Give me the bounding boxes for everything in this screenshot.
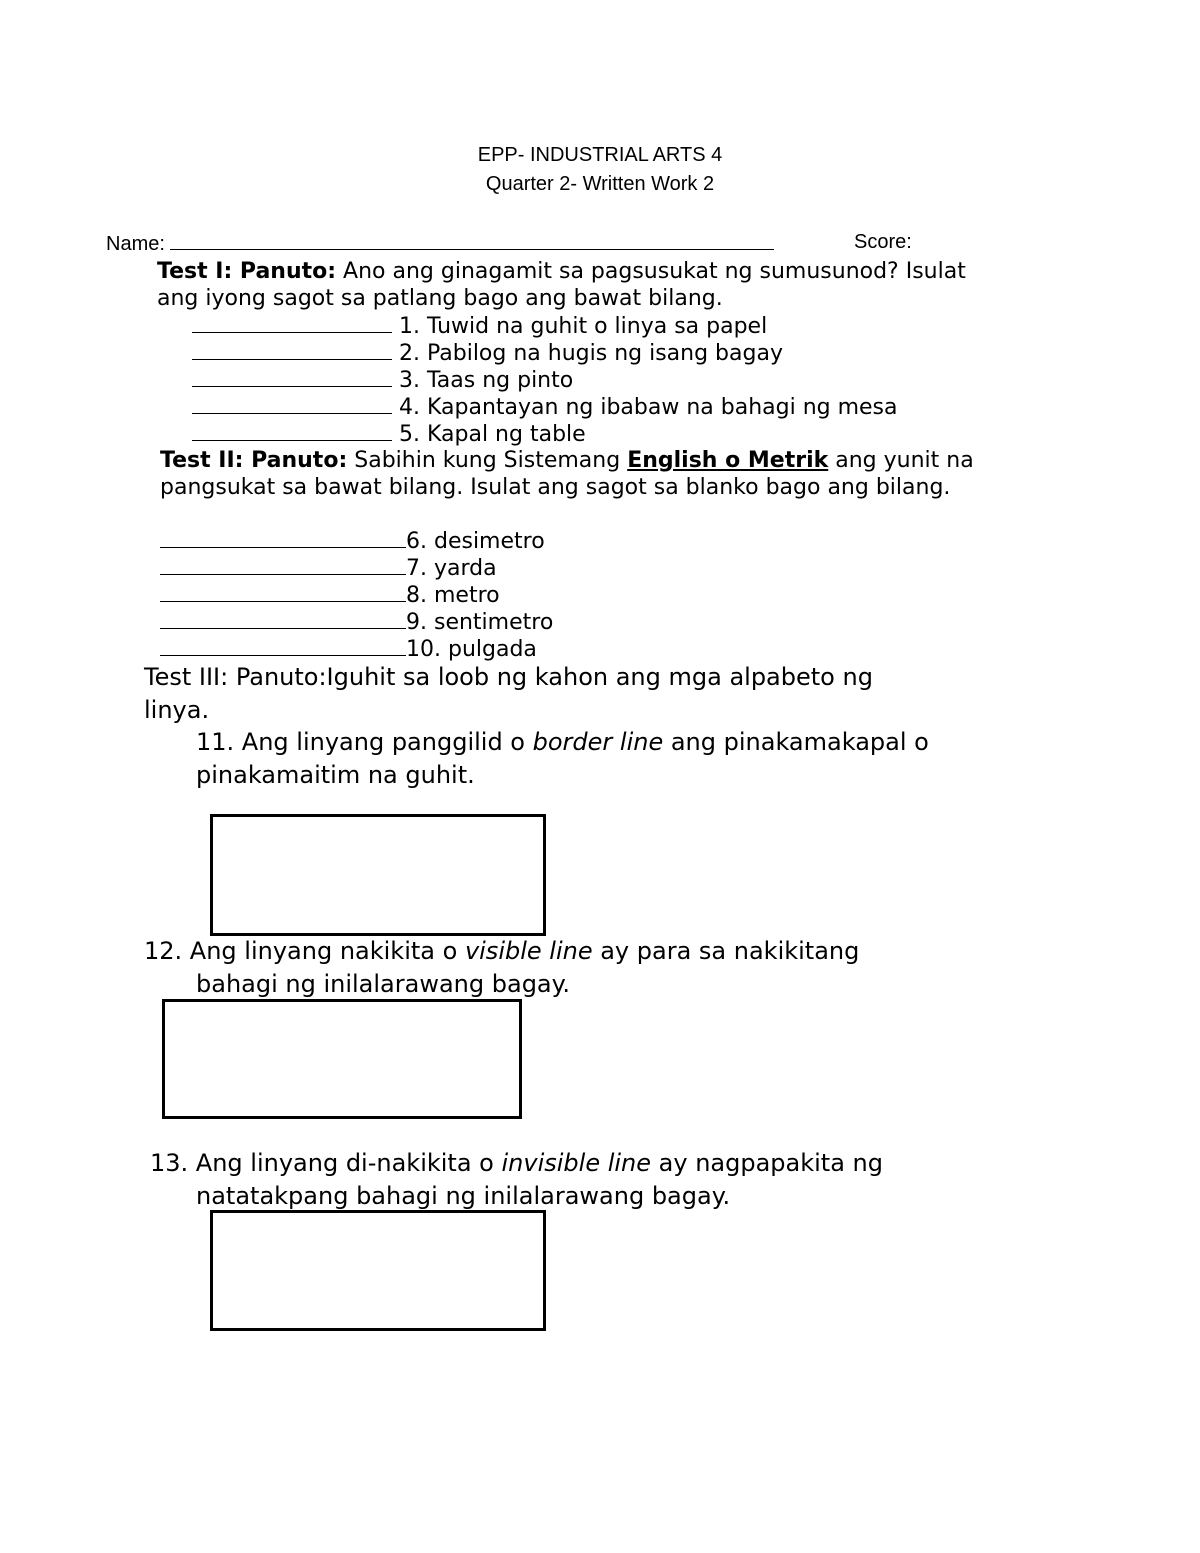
test3-instruction-line2: linya. <box>144 696 210 724</box>
answer-blank[interactable] <box>192 339 392 360</box>
list-item: 2. Pabilog na hugis ng isang bagay <box>192 339 783 367</box>
test2-heading: Test II: Panuto: <box>160 448 348 473</box>
list-item: 7. yarda <box>160 554 497 582</box>
answer-blank[interactable] <box>192 366 392 387</box>
list-item: 9. sentimetro <box>160 608 553 636</box>
test1-instruction-line2: ang iyong sagot sa patlang bago ang bawat bilang. <box>157 286 723 311</box>
answer-blank[interactable] <box>160 527 406 548</box>
page-title: EPP- INDUSTRIAL ARTS 4 <box>477 144 723 166</box>
answer-box-12[interactable] <box>162 999 522 1119</box>
test2-instruction: Test II: Panuto: Sabihin kung Sistemang English o Metrik ang yunit na <box>160 448 974 473</box>
test1-instruction: Test I: Panuto: Ano ang ginagamit sa pagsusukat ng sumusunod? Isulat <box>157 259 966 284</box>
answer-blank[interactable] <box>192 420 392 441</box>
score-label: Score: <box>854 231 912 253</box>
list-item: 3. Taas ng pinto <box>192 366 573 394</box>
list-item: 6. desimetro <box>160 527 545 555</box>
list-item: 8. metro <box>160 581 500 609</box>
test2-instruction-line2: pangsukat sa bawat bilang. Isulat ang sagot sa blanko bago ang bilang. <box>160 475 951 500</box>
page-subtitle: Quarter 2- Written Work 2 <box>485 173 715 195</box>
question-11-line2: pinakamaitim na guhit. <box>196 761 475 789</box>
question-13-line2: natatakpang bahagi ng inilalarawang bagay. <box>196 1182 731 1210</box>
test3-instruction: Test III: Panuto:Iguhit sa loob ng kahon ang mga alpabeto ng <box>144 663 873 691</box>
answer-blank[interactable] <box>160 635 406 656</box>
list-item: 10. pulgada <box>160 635 537 663</box>
list-item: 4. Kapantayan ng ibabaw na bahagi ng mesa <box>192 393 898 421</box>
list-item: 1. Tuwid na guhit o linya sa papel <box>192 312 767 340</box>
name-label: Name: <box>106 233 165 255</box>
test1-heading: Test I: Panuto: <box>157 259 337 284</box>
answer-blank[interactable] <box>160 608 406 629</box>
answer-box-13[interactable] <box>210 1210 546 1331</box>
answer-blank[interactable] <box>160 581 406 602</box>
name-field[interactable] <box>106 231 774 256</box>
name-blank[interactable] <box>170 231 774 250</box>
question-12: 12. Ang linyang nakikita o visible line ay para sa nakikitang <box>144 937 860 965</box>
question-11: 11. Ang linyang panggilid o border line ang pinakamakapal o <box>196 728 929 756</box>
list-item: 5. Kapal ng table <box>192 420 586 448</box>
question-12-line2: bahagi ng inilalarawang bagay. <box>196 970 571 998</box>
answer-box-11[interactable] <box>210 814 546 936</box>
question-13: 13. Ang linyang di-nakikita o invisible line ay nagpapakita ng <box>150 1149 883 1177</box>
answer-blank[interactable] <box>192 312 392 333</box>
answer-blank[interactable] <box>160 554 406 575</box>
answer-blank[interactable] <box>192 393 392 414</box>
